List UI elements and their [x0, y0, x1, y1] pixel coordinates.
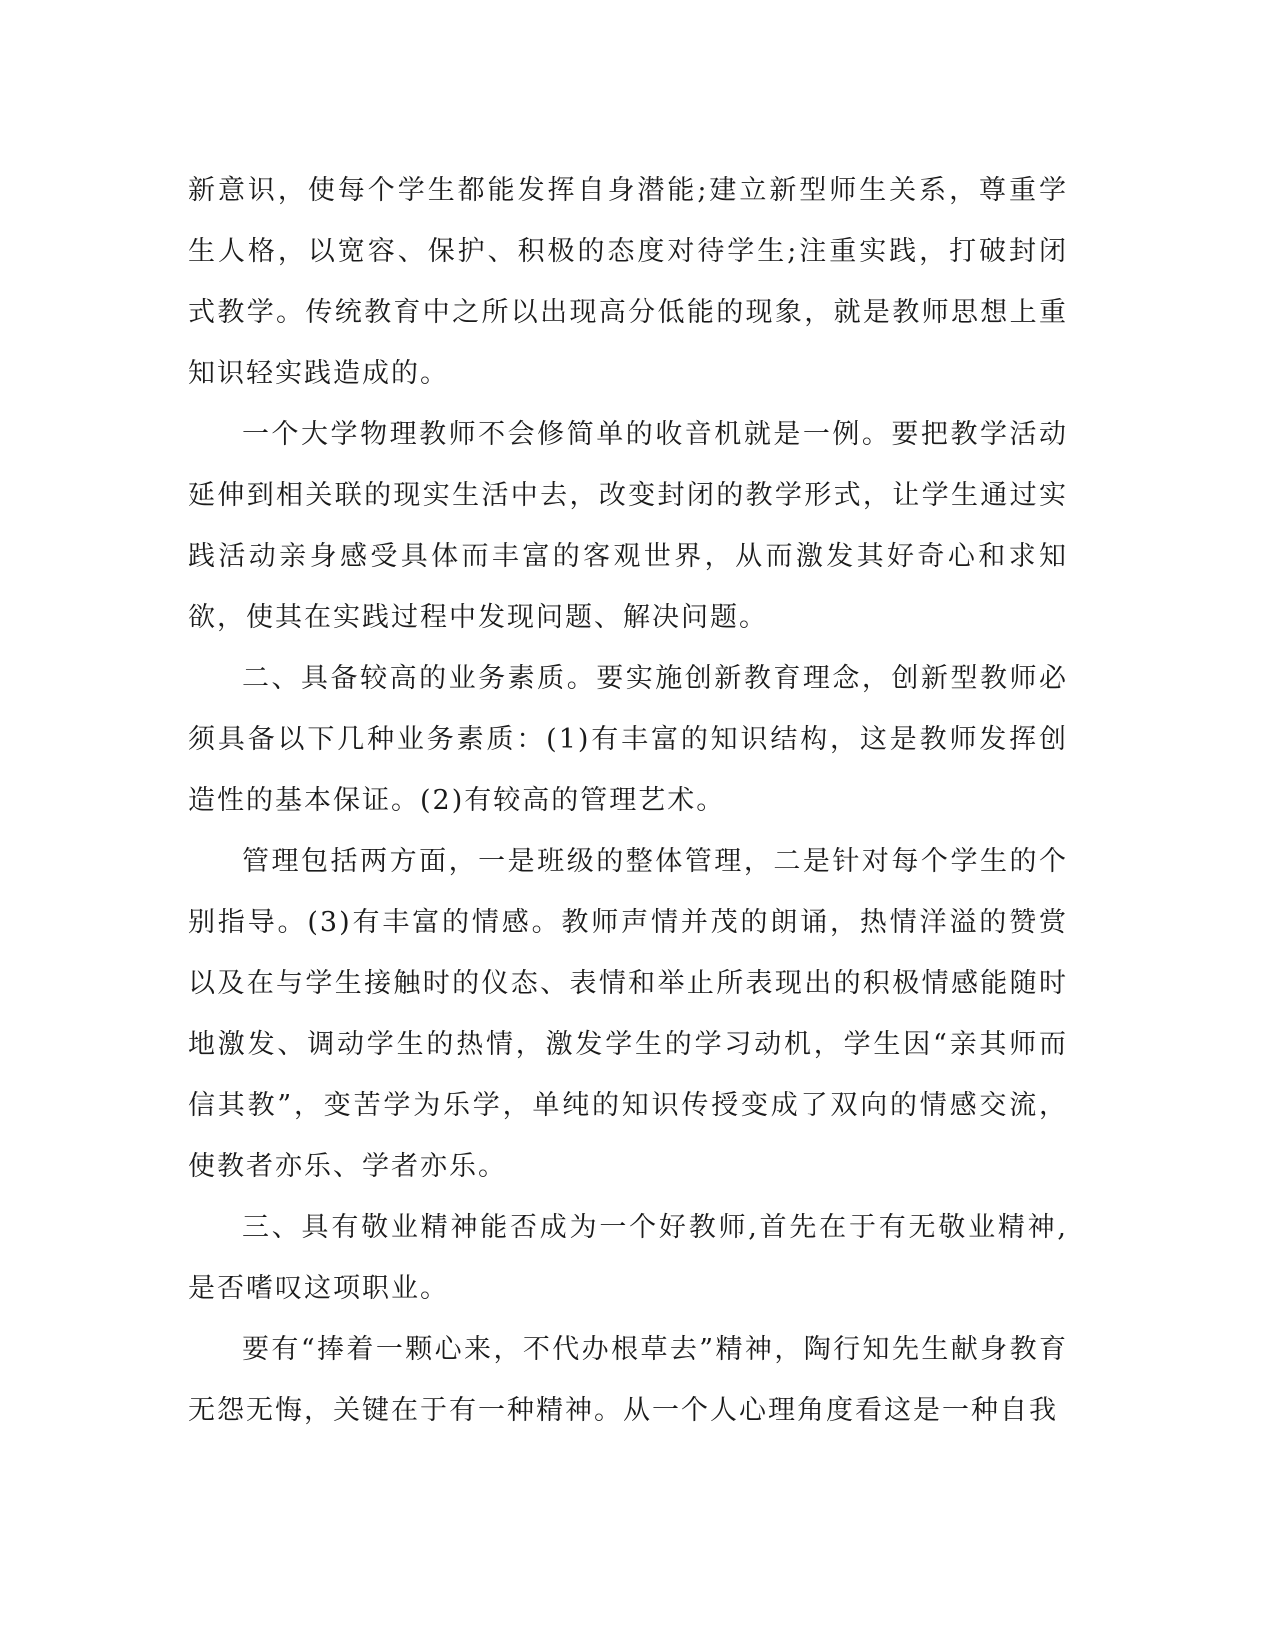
- paragraph-4: 管理包括两方面，一是班级的整体管理，二是针对每个学生的个别指导。(3)有丰富的情感。教师声情并茂的朗诵，热情洋溢的赞赏以及在与学生接触时的仪态、表情和举止所表现出的积极情感能随时地激发、调动学生的热情，激发学生的学习动机，学生因“亲其师而信其教”，变苦学为乐学，单纯的知识传授变成了双向的情感交流，使教者亦乐、学者亦乐。: [188, 846, 1068, 1182]
- paragraph-1: 新意识，使每个学生都能发挥自身潜能;建立新型师生关系，尊重学生人格，以宽容、保护、积极的态度对待学生;注重实践，打破封闭式教学。传统教育中之所以出现高分低能的现象，就是教师思想上重知识轻实践造成的。: [188, 175, 1068, 389]
- paragraph-3: 二、具备较高的业务素质。要实施创新教育理念，创新型教师必须具备以下几种业务素质：(1)有丰富的知识结构，这是教师发挥创造性的基本保证。(2)有较高的管理艺术。: [188, 663, 1068, 816]
- document-body: [188, 160, 1068, 1441]
- paragraph-2: 一个大学物理教师不会修简单的收音机就是一例。要把教学活动延伸到相关联的现实生活中去，改变封闭的教学形式，让学生通过实践活动亲身感受具体而丰富的客观世界，从而激发其好奇心和求知欲，使其在实践过程中发现问题、解决问题。: [188, 419, 1068, 633]
- paragraph-6: 要有“捧着一颗心来，不代办根草去”精神，陶行知先生献身教育无怨无悔，关键在于有一种精神。从一个人心理角度看这是一种自我: [188, 1334, 1068, 1426]
- paragraph-5: 三、具有敬业精神能否成为一个好教师,首先在于有无敬业精神,是否嗜叹这项职业。: [188, 1212, 1068, 1304]
